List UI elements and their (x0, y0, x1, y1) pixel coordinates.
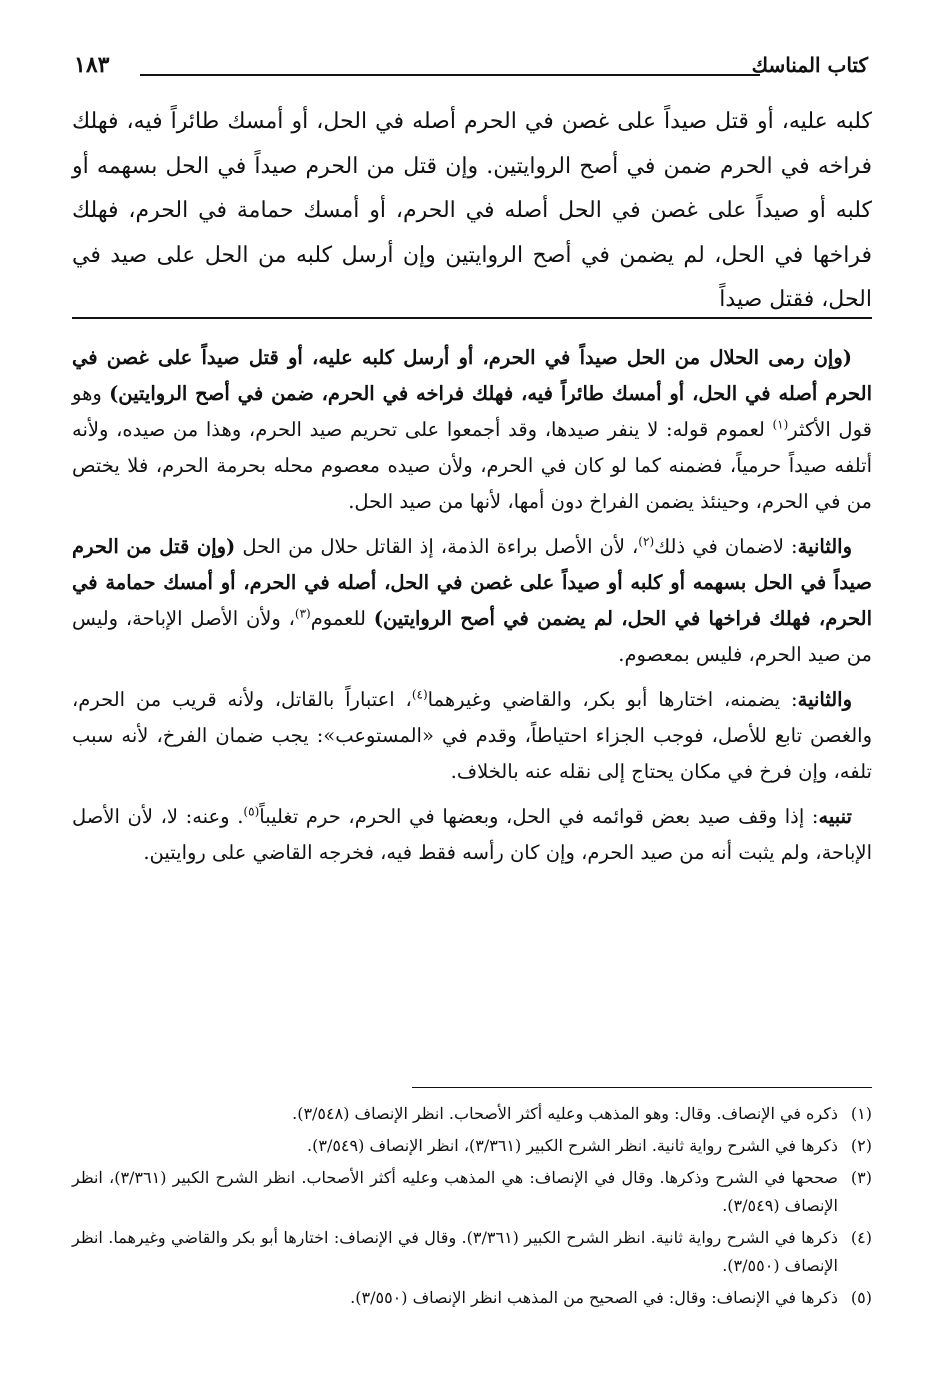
text-separator-rule (72, 317, 872, 319)
book-title: كتاب المناسك (751, 53, 868, 77)
footnote-text: ذكرها في الشرح رواية ثانية. انظر الشرح الكبير (٣/٣٦١)، انظر الإنصاف (٣/٥٤٩). (307, 1136, 838, 1155)
footnote-ref: (٢) (638, 534, 655, 549)
running-header (72, 50, 872, 84)
footnote-number: (٢) (850, 1136, 872, 1155)
footnote-item (72, 1100, 872, 1128)
main-text-block (72, 100, 872, 323)
commentary-paragraph-4 (72, 799, 872, 871)
footnotes-block (72, 1100, 872, 1316)
commentary-paragraph-3 (72, 682, 872, 790)
commentary-paragraph-2 (72, 529, 872, 673)
footnote-item (72, 1164, 872, 1220)
page-number: ١٨٣ (74, 52, 110, 78)
footnote-number: (٤) (850, 1228, 872, 1247)
commentary-text: لعموم قوله: لا ينفر صيدها، وقد أجمعوا على تحريم صيد الحرم، وهذا من صيده، ولأنه أتلفه صيداً حرمياً، فضمنه كما لو كان في الحرم، ولأن صيده معصوم محله بحرمة الحرم، فلا يختص من في الحرم، وحينئذ يضمن الفراخ دون أمها، لأنها من صيد الحل. (72, 418, 872, 513)
commentary-text: . وعنه: لا، لأن الأصل الإباحة، ولم يثبت أنه من صيد الحرم، وإن كان رأسه فقط فيه، فخرجه القاضي على روايتين. (72, 805, 872, 864)
footnote-item (72, 1284, 872, 1312)
footnote-text: ذكرها في الشرح رواية ثانية. انظر الشرح الكبير (٣/٣٦١). وقال في الإنصاف: اختارها أبو بكر والقاضي وغيرهما. انظر الإنصاف (٣/٥٥٠). (72, 1228, 838, 1275)
footnote-number: (١) (850, 1104, 872, 1123)
paragraph-lead: والثانية (797, 535, 853, 558)
book-page (72, 40, 872, 1340)
quoted-matn: (وإن رمى الحلال من الحل صيداً في الحرم، أو أرسل كلبه عليه، أو قتل صيداً على غصن في الحرم أصله في الحل، أو أمسك طائراً فيه، فهلك فراخه في الحرم، ضمن في أصح الروايتين) (72, 346, 872, 405)
footnote-ref: (٥) (243, 804, 260, 819)
commentary-text: : لاضمان في ذلك (654, 535, 798, 558)
header-rule (140, 74, 760, 76)
commentary-text: وهو قول الأكثر (72, 382, 872, 441)
commentary-text: : يضمنه، اختارها أبو بكر، والقاضي وغيرهما (427, 688, 798, 711)
commentary-text: ، اعتباراً بالقاتل، ولأنه قريب من الحرم، والغصن تابع للأصل، فوجب الجزاء احتياطاً، وقدم في «المستوعب»: يجب ضمان الفرخ، لأنه سبب تلفه، وإن فرخ في مكان يحتاج إلى نقله عنه بالخلاف. (72, 688, 872, 783)
footnote-item (72, 1224, 872, 1280)
footnote-text: صححها في الشرح وذكرها. وقال في الإنصاف: هي المذهب وعليه أكثر الأصحاب. انظر الشرح الكبير (٣/٣٦١)، انظر الإنصاف (٣/٥٤٩). (72, 1168, 838, 1215)
commentary-text: للعموم (310, 607, 374, 630)
footnote-text: ذكره في الإنصاف. وقال: وهو المذهب وعليه أكثر الأصحاب. انظر الإنصاف (٣/٥٤٨). (292, 1104, 838, 1123)
quoted-matn: (وإن قتل من الحرم صيداً في الحل بسهمه أو كلبه أو صيداً على غصن في الحل، أصله في الحرم، أو أمسك حمامة في الحرم، فهلك فراخها في الحل، لم يضمن في أصح الروايتين) (72, 535, 873, 630)
footnote-ref: (٣) (294, 606, 311, 621)
footnote-number: (٣) (850, 1168, 872, 1187)
commentary-text: ، ولأن الأصل الإباحة، وليس من صيد الحرم، فليس بمعصوم. (72, 607, 872, 666)
paragraph-lead: والثانية (797, 688, 852, 711)
commentary-block (72, 340, 872, 880)
paragraph-lead: تنبيه (818, 805, 852, 828)
footnote-number: (٥) (850, 1288, 872, 1307)
footnote-text: ذكرها في الإنصاف: وقال: في الصحيح من المذهب انظر الإنصاف (٣/٥٥٠). (350, 1288, 838, 1307)
commentary-text: ، لأن الأصل براءة الذمة، إذ القاتل حلال من الحل (235, 535, 639, 558)
commentary-text: : إذا وقف صيد بعض قوائمه في الحل، وبعضها في الحرم، حرم تغليباً (259, 805, 819, 828)
main-text-paragraph: كلبه عليه، أو قتل صيداً على غصن في الحرم أصله في الحل، أو أمسك طائراً فيه، فهلك فراخه في الحرم ضمن في أصح الروايتين. وإن قتل من الحرم صيداً في الحل بسهمه أو كلبه أو صيداً على غصن في الحل أصله في الحرم، أو أمسك حمامة في الحرم، فهلك فراخها في الحل، لم يضمن في أصح الروايتين وإن أرسل كلبه من الحل على صيد في الحل، فقتل صيداً (72, 109, 872, 312)
footnote-ref: (١) (772, 417, 789, 432)
footnote-separator-rule (412, 1087, 872, 1088)
commentary-paragraph-1 (72, 340, 872, 520)
footnote-item (72, 1132, 872, 1160)
footnote-ref: (٤) (411, 687, 428, 702)
